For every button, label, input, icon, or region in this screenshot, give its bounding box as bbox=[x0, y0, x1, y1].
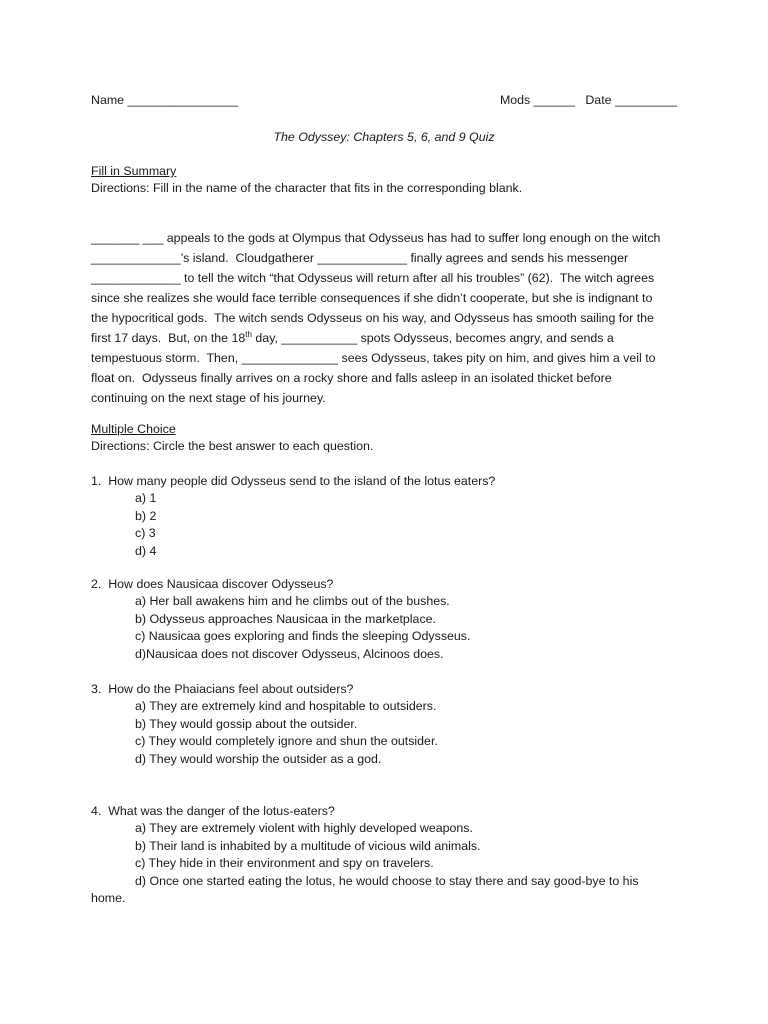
summary-line: _______ ___ appeals to the gods at Olympus that Odysseus has had to suffer long enough on the witch bbox=[91, 231, 661, 245]
question-1 bbox=[91, 473, 681, 560]
question-2 bbox=[91, 576, 681, 663]
answer-option[interactable]: c) 3 bbox=[135, 526, 156, 540]
summary-line: continuing on the next stage of his journey. bbox=[91, 391, 326, 405]
summary-line: since she realizes she would face terrible consequences if she didn’t cooperate, but she is indignant to bbox=[91, 291, 653, 305]
question-stem: 2. How does Nausicaa discover Odysseus? bbox=[91, 577, 334, 591]
question-4 bbox=[91, 803, 681, 908]
answer-option[interactable]: b) They would gossip about the outsider. bbox=[135, 716, 358, 731]
fill-in-section-header bbox=[91, 163, 681, 197]
summary-line-end: day, ___________ spots Odysseus, becomes angry, and sends a bbox=[251, 331, 614, 345]
answer-option[interactable]: b) Their land is inhabited by a multitude of vicious wild animals. bbox=[135, 838, 481, 853]
answer-option-continuation: home. bbox=[91, 891, 126, 905]
summary-line: the hypocritical gods. The witch sends Odysseus on his way, and Odysseus has smooth sailing for the bbox=[91, 311, 654, 325]
summary-line: tempestuous storm. Then, ______________ sees Odysseus, takes pity on him, and gives him a veil to bbox=[91, 351, 656, 365]
answer-option[interactable]: d)Nausicaa does not discover Odysseus, Alcinoos does. bbox=[135, 646, 444, 661]
summary-line bbox=[91, 328, 676, 348]
multiple-choice-heading: Multiple Choice bbox=[91, 422, 176, 436]
answer-option[interactable]: a) They are extremely kind and hospitable to outsiders. bbox=[135, 699, 437, 713]
question-stem: 1. How many people did Odysseus send to the island of the lotus eaters? bbox=[91, 474, 496, 488]
mods-date-field-label: Mods ______ Date _________ bbox=[499, 93, 677, 107]
summary-line-start: first 17 days. But, on the 18 bbox=[91, 331, 246, 345]
answer-option[interactable]: b) Odysseus approaches Nausicaa in the marketplace. bbox=[135, 611, 436, 626]
answer-option[interactable]: a) They are extremely violent with highly developed weapons. bbox=[135, 821, 473, 835]
fill-in-summary-paragraph bbox=[91, 228, 676, 408]
answer-option[interactable]: c) They hide in their environment and spy on travelers. bbox=[135, 856, 434, 870]
quiz-title: The Odyssey: Chapters 5, 6, and 9 Quiz bbox=[273, 130, 495, 144]
header-row bbox=[91, 93, 677, 111]
summary-line: _____________’s island. Cloudgatherer _____________ finally agrees and sends his messenger bbox=[91, 251, 629, 265]
answer-option[interactable]: c) They would completely ignore and shun the outsider. bbox=[135, 734, 438, 748]
fill-in-directions: Directions: Fill in the name of the character that fits in the corresponding blank. bbox=[91, 181, 523, 195]
summary-line: _____________ to tell the witch “that Odysseus will return after all his troubles” (62). The witch agrees bbox=[91, 271, 655, 285]
name-field-label: Name ________________ bbox=[91, 93, 238, 107]
answer-option[interactable]: a) 1 bbox=[135, 491, 157, 505]
answer-option[interactable]: c) Nausicaa goes exploring and finds the sleeping Odysseus. bbox=[135, 629, 471, 643]
answer-option[interactable]: b) 2 bbox=[135, 508, 157, 523]
summary-line: float on. Odysseus finally arrives on a rocky shore and falls asleep in an isolated thicket before bbox=[91, 371, 612, 385]
fill-in-heading: Fill in Summary bbox=[91, 164, 177, 178]
answer-option[interactable]: a) Her ball awakens him and he climbs out of the bushes. bbox=[135, 594, 450, 608]
ordinal-suffix: th bbox=[245, 329, 252, 339]
question-stem: 4. What was the danger of the lotus-eaters? bbox=[91, 804, 335, 818]
question-3 bbox=[91, 681, 681, 768]
answer-option[interactable]: d) They would worship the outsider as a god. bbox=[135, 751, 382, 766]
question-stem: 3. How do the Phaiacians feel about outsiders? bbox=[91, 682, 354, 696]
answer-option[interactable]: d) Once one started eating the lotus, he would choose to stay there and say good-bye to his bbox=[135, 873, 639, 888]
multiple-choice-directions: Directions: Circle the best answer to each question. bbox=[91, 439, 374, 453]
answer-option[interactable]: d) 4 bbox=[135, 543, 157, 558]
multiple-choice-section-header bbox=[91, 421, 681, 455]
